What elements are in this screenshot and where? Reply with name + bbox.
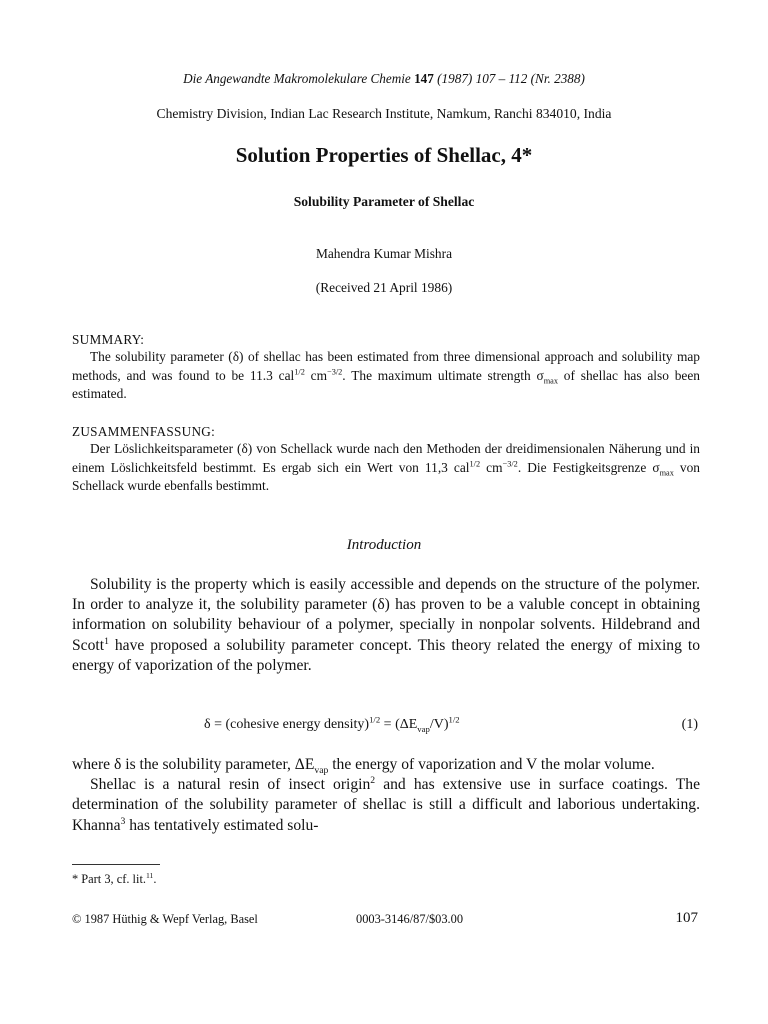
summary-section (72, 332, 700, 404)
introduction-paragraph-3: Shellac is a natural resin of insect origin$^2$ and has extensive use in surface coatings. The determination of the solubility parameter of shellac is still a difficult and laborious undertaking. Khanna$^3$ has tentatively estimated solu- (72, 775, 700, 834)
footnote: * Part 3, cf. lit.$^{11}$. (72, 870, 157, 886)
zusammenfassung-text: Der Löslichkeitsparameter (δ) von Schellack wurde nach den Methoden der dreidimensionalen Näherung und in einem Löslichkeitsfeld bestimmt. Es ergab sich ein Wert von 11,3 cal$^{1/2}$ $cm^{-3/2}$. Die Festigkeitsgrenze $\sigma_{max}$ von Schellack wurde ebenfalls bestimmt. (72, 441, 700, 493)
summary-text: The solubility parameter (δ) of shellac has been estimated from three dimensional approach and solubility map methods, and was found to be 11.3 cal$^{1/2}$ $cm^{-3/2}$. The maximum ultimate strength $\sigma_{max}$ of shellac has also been estimated. (72, 349, 700, 401)
introduction-paragraph-1: Solubility is the property which is easily accessible and depends on the structure of the polymer. In order to analyze it, the solubility parameter (δ) has proven to be a valuble concept in obtaining information on solubility behaviour of a polymer, specially in nonpolar solvents. Hildebrand and Scott$^1$ have proposed a solubility parameter concept. This theory related the energy of mixing to energy of vaporization of the polymer. (72, 576, 700, 674)
introduction-heading: Introduction (346, 537, 422, 553)
received-date: (Received 21 April 1986) (315, 280, 453, 295)
zusammenfassung-section (72, 424, 700, 496)
copyright-notice: © 1987 Hüthig & Wepf Verlag, Basel (72, 912, 258, 926)
journal-volume: 147 (414, 71, 434, 86)
footnote-rule (72, 864, 160, 865)
paper-subtitle: Solubility Parameter of Shellac (293, 194, 475, 209)
equation-1 (72, 715, 700, 739)
issn-code: 0003-3146/87/$03.00 (356, 912, 464, 926)
affiliation: Chemistry Division, Indian Lac Research Institute, Namkum, Ranchi 834010, India (156, 106, 612, 121)
author-name: Mahendra Kumar Mishra (315, 246, 453, 261)
journal-pages: (1987) 107 – 112 (Nr. 2388) (433, 71, 585, 86)
journal-citation (0, 71, 768, 87)
paper-title: Solution Properties of Shellac, 4* (235, 143, 533, 167)
equation-expression: δ = (cohesive energy density)$^{1/2}$ = $(\Delta E_{vap}/V)^{1/2}$ (204, 714, 460, 734)
summary-heading: SUMMARY: (72, 332, 145, 347)
introduction-paragraph-2: where δ is the solubility parameter, $\Delta E_{vap}$ the energy of vaporization and V the molar volume. Shellac is a natural resin of insect origin$^2$ and has extensive use in surface coatings. The determination of the solubility parameter of shellac is still a difficult and laborious undertaking. Khanna$^3$ has tentatively estimated solu- (72, 755, 700, 836)
journal-name: Die Angewandte Makromolekulare Chemie (183, 71, 415, 86)
page-number: 107 (675, 910, 698, 926)
equation-number: (1) (681, 717, 698, 732)
zusammenfassung-heading: ZUSAMMENFASSUNG: (72, 424, 216, 439)
